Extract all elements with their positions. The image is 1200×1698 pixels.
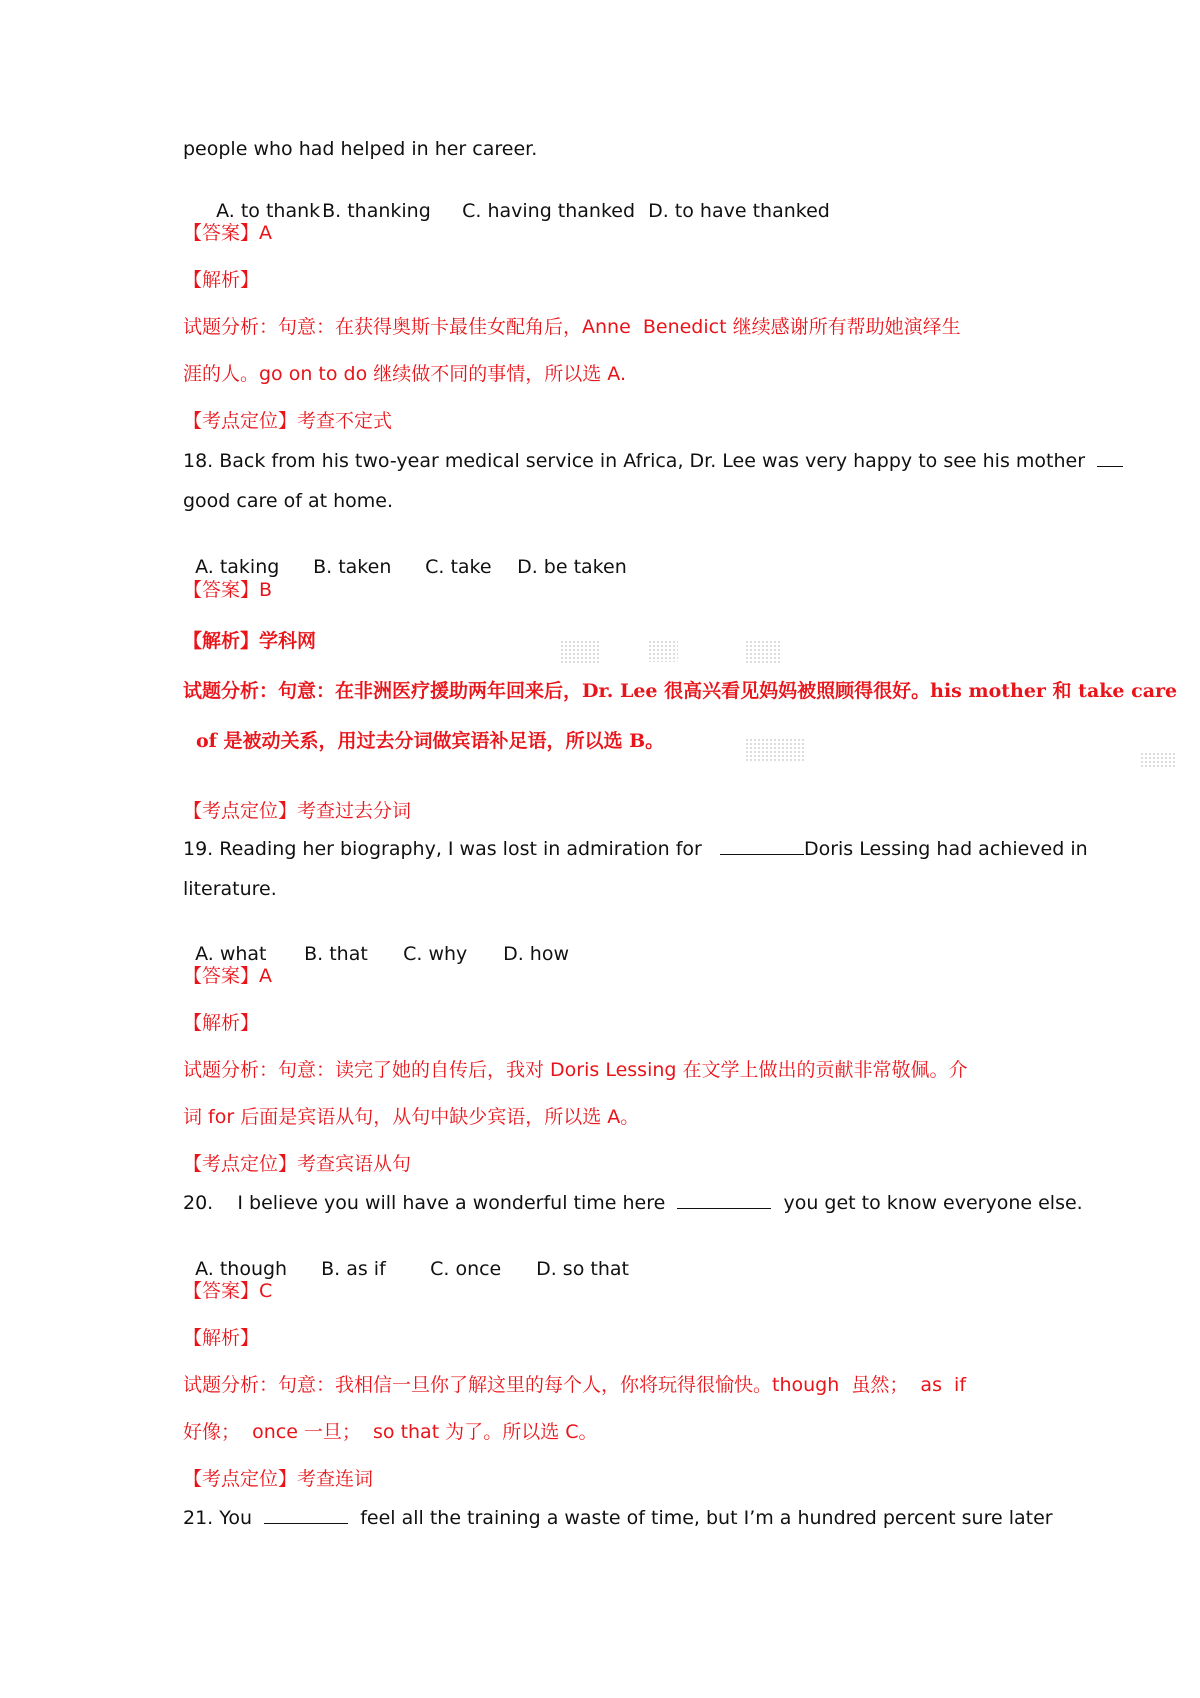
q18-analysis-title: 【解析】学科网: [183, 630, 317, 652]
scan-noise: [1140, 752, 1176, 768]
q20-answer: 【答案】C: [183, 1280, 273, 1302]
q20-stem: [183, 1190, 1083, 1216]
q20-option-a: A. though: [195, 1258, 288, 1280]
q17-analysis-line-2: 涯的人。go on to do 继续做不同的事情，所以选 A.: [183, 363, 627, 385]
q20-options: [183, 1230, 629, 1282]
q19-options: [183, 915, 569, 967]
q20-point: 【考点定位】考查连词: [183, 1468, 374, 1490]
scan-noise: [648, 640, 678, 662]
q17-stem-tail: people who had helped in her career.: [183, 138, 538, 160]
q18-point: 【考点定位】考查过去分词: [183, 800, 412, 822]
q20-stem-text-a: 20. I believe you will have a wonderful time here: [183, 1192, 666, 1214]
q19-option-b: B. that: [304, 943, 368, 965]
q19-stem-line-1: [183, 836, 1088, 862]
q20-analysis-line-2: 好像； once 一旦； so that 为了。所以选 C。: [183, 1421, 598, 1443]
q19-analysis-line-2: 词 for 后面是宾语从句，从句中缺少宾语，所以选 A。: [183, 1106, 640, 1128]
q17-analysis-line-1: 试题分析：句意：在获得奥斯卡最佳女配角后，Anne Benedict 继续感谢所有帮助她演绎生: [183, 316, 961, 338]
q20-option-d: D. so that: [536, 1258, 629, 1280]
q18-option-b: B. taken: [313, 556, 392, 578]
q20-blank: [677, 1190, 771, 1209]
q20-option-c: C. once: [430, 1258, 502, 1280]
q21-stem-text-b: feel all the training a waste of time, but I’m a hundred percent sure later: [360, 1507, 1053, 1529]
q21-stem: [183, 1505, 1053, 1531]
q18-blank: [1097, 448, 1123, 467]
q20-analysis-title: 【解析】: [183, 1327, 260, 1349]
q20-analysis-line-1: 试题分析：句意：我相信一旦你了解这里的每个人，你将玩得很愉快。though 虽然； as if: [183, 1374, 967, 1396]
q18-option-d: D. be taken: [517, 556, 627, 578]
q18-analysis-line-2: of 是被动关系，用过去分词做宾语补足语，所以选 B。: [196, 730, 665, 752]
q19-analysis-line-1: 试题分析：句意：读完了她的自传后，我对 Doris Lessing 在文学上做出的贡献非常敬佩。介: [183, 1059, 968, 1081]
q19-analysis-title: 【解析】: [183, 1012, 260, 1034]
q18-stem-text: 18. Back from his two-year medical service in Africa, Dr. Lee was very happy to see his mother: [183, 450, 1086, 472]
scan-noise: [745, 640, 780, 664]
q19-option-c: C. why: [403, 943, 468, 965]
q18-option-a: A. taking: [195, 556, 280, 578]
q18-analysis-line-1: 试题分析：句意：在非洲医疗援助两年回来后，Dr. Lee 很高兴看见妈妈被照顾得很好。his mother 和 take care: [183, 680, 1178, 702]
q19-blank: [720, 836, 804, 855]
q18-answer: 【答案】B: [183, 579, 273, 601]
q21-blank: [264, 1505, 348, 1524]
q17-option-d: D. to have thanked: [648, 200, 830, 222]
q19-option-d: D. how: [503, 943, 570, 965]
q18-stem-line-1: [183, 448, 1123, 474]
q18-stem-line-2: good care of at home.: [183, 490, 394, 512]
q18-option-c: C. take: [425, 556, 492, 578]
q17-point: 【考点定位】考查不定式: [183, 410, 393, 432]
q17-answer: 【答案】A: [183, 222, 272, 244]
q19-point: 【考点定位】考查宾语从句: [183, 1153, 412, 1175]
q18-options: [183, 528, 627, 580]
q20-stem-text-b: you get to know everyone else.: [783, 1192, 1083, 1214]
q19-answer: 【答案】A: [183, 965, 272, 987]
q17-option-a: A. to thank: [216, 200, 321, 222]
q17-option-c: C. having thanked: [462, 200, 636, 222]
q19-stem-text-b: Doris Lessing had achieved in: [803, 838, 1088, 860]
q17-options: [204, 172, 830, 224]
scan-noise: [745, 738, 805, 762]
q19-option-a: A. what: [195, 943, 267, 965]
q21-stem-text-a: 21. You: [183, 1507, 253, 1529]
scan-noise: [560, 640, 600, 664]
q17-analysis-title: 【解析】: [183, 269, 260, 291]
q17-option-b: B. thanking: [322, 200, 431, 222]
q19-stem-line-2: literature.: [183, 878, 277, 900]
q20-option-b: B. as if: [321, 1258, 386, 1280]
q19-stem-text-a: 19. Reading her biography, I was lost in admiration for: [183, 838, 702, 860]
